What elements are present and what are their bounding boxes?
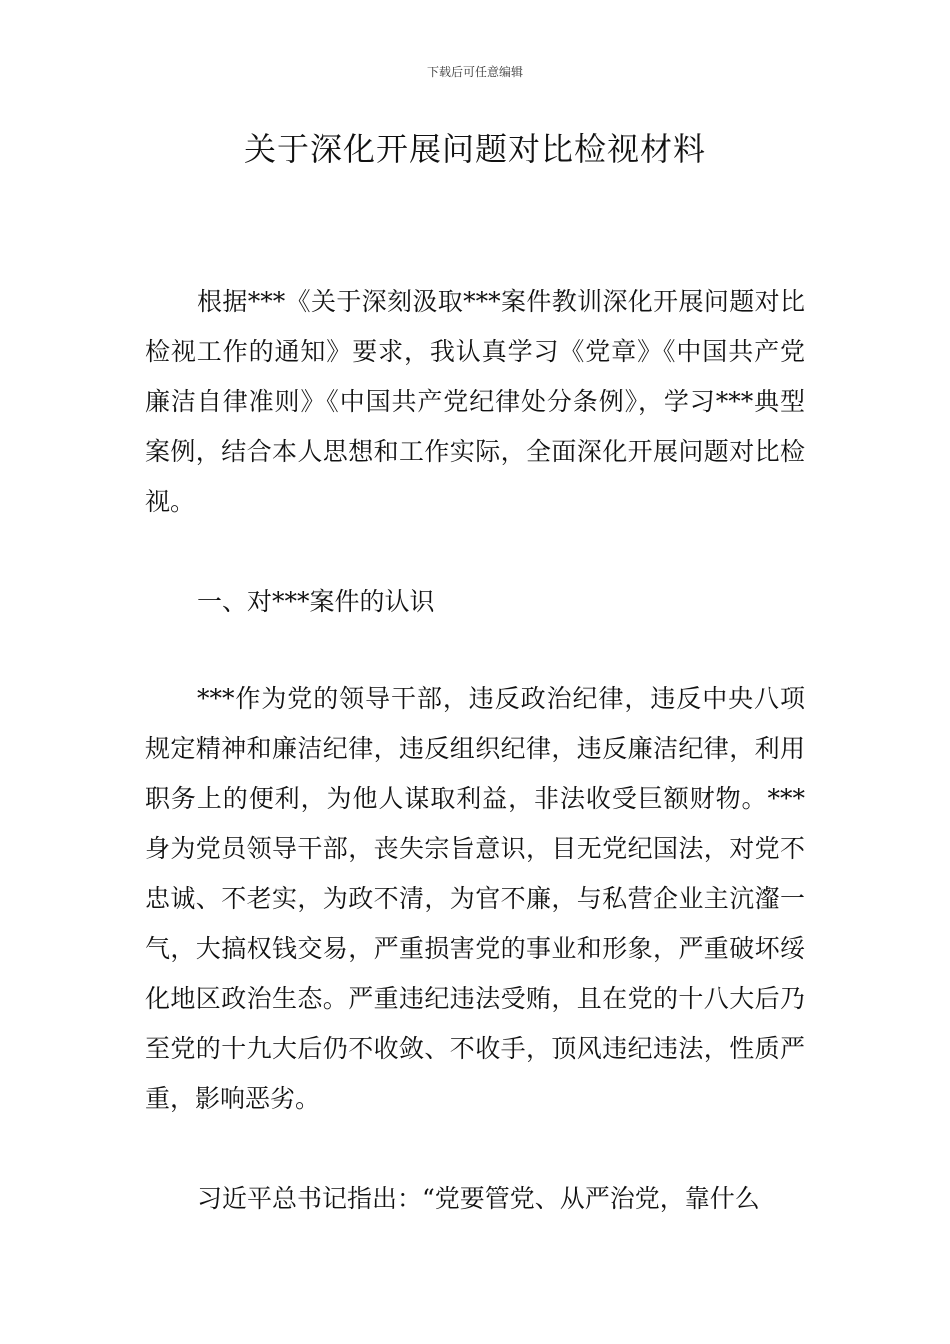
paragraph-intro: 根据***《关于深刻汲取***案件教训深化开展问题对比检视工作的通知》要求，我认真学习《党章》《中国共产党廉洁自律准则》《中国共产党纪律处分条例》，学习***典型案例，结合本人思想和工作实际，全面深化开展问题对比检视。: [145, 287, 805, 516]
header-note: 下载后可任意编辑: [426, 65, 523, 79]
document-title: 关于深化开展问题对比检视材料: [243, 130, 706, 168]
paragraph-case: ***作为党的领导干部，违反政治纪律，违反中央八项规定精神和廉洁纪律，违反组织纪律，违反廉洁纪律，利用职务上的便利，为他人谋取利益，非法收受巨额财物。***身为党员领导干部，丧失宗旨意识，目无党纪国法，对党不忠诚、不老实，为政不清，为官不廉，与私营企业主沆瀣一气，大搞权钱交易，严重损害党的事业和形象，严重破坏绥化地区政治生态。严重违纪违法受贿，且在党的十八大后乃至党的十九大后仍不收敛、不收手，顶风违纪违法，性质严重，影响恶劣。: [145, 684, 805, 1113]
section-heading: 一、对***案件的认识: [197, 587, 435, 616]
paragraph-quote: 习近平总书记指出：“党要管党、从严治党，靠什么: [197, 1184, 760, 1213]
